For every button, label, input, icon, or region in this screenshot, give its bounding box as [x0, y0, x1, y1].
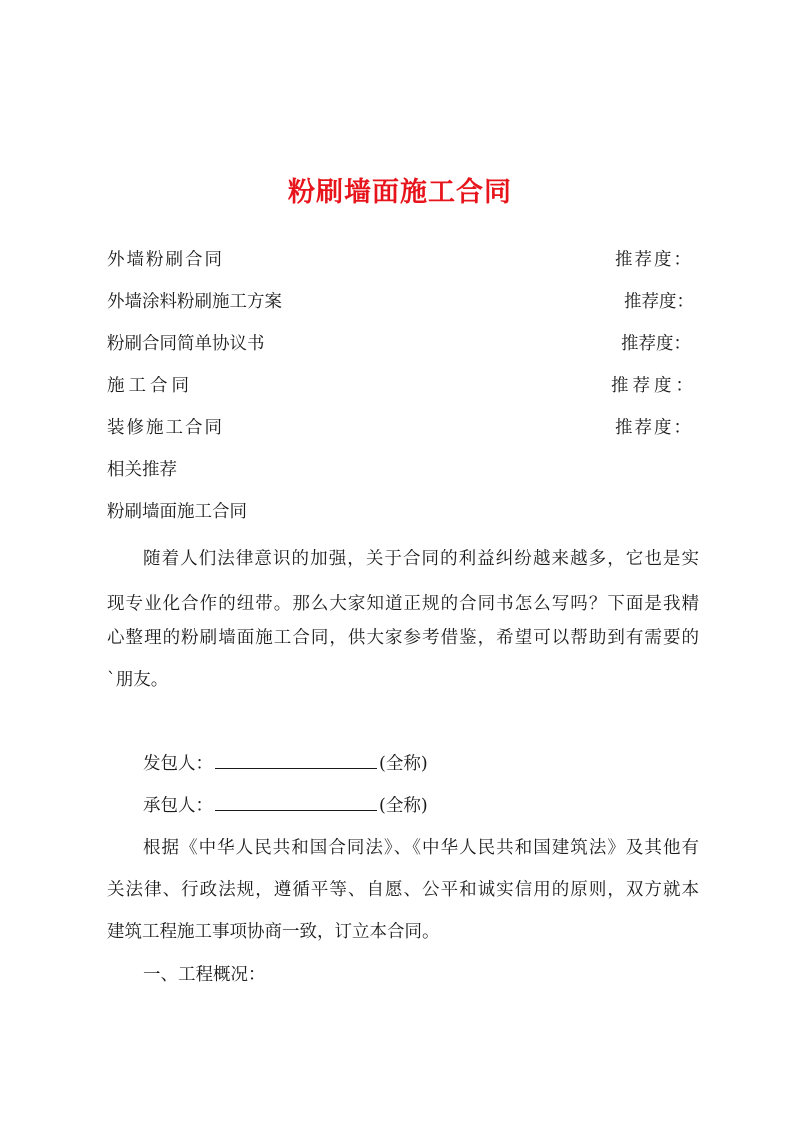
contractor-suffix: (全称): [379, 796, 428, 816]
recommendation-score-label: 推荐度：: [615, 250, 693, 270]
related-heading: 相关推荐: [107, 460, 177, 480]
recommendation-link[interactable]: 施工合同: [107, 376, 193, 396]
employer-suffix: (全称): [379, 754, 428, 774]
intro-line: 心整理的粉刷墙面施工合同，供大家参考借鉴，希望可以帮助到有需要的: [107, 628, 699, 648]
recommendation-score-label: 推荐度：: [624, 292, 694, 312]
document-title: 粉刷墙面施工合同: [288, 177, 512, 208]
employer-label: 发包人：: [143, 754, 213, 774]
recommendation-score-label: 推荐度：: [611, 376, 697, 396]
recommendation-link[interactable]: 粉刷合同简单协议书: [107, 334, 265, 354]
recommendation-score-label: 推荐度：: [615, 418, 693, 438]
recommendation-row[interactable]: [107, 372, 697, 402]
employer-line: [143, 750, 428, 775]
section-heading: 一、工程概况：: [143, 965, 266, 985]
recommendation-link[interactable]: 外墙涂料粉刷施工方案: [107, 292, 282, 312]
intro-line: `朋友。: [107, 670, 169, 690]
recommendation-row[interactable]: [107, 288, 697, 318]
recommendation-row[interactable]: [107, 330, 697, 360]
basis-line: 建筑工程施工事项协商一致，订立本合同。: [107, 922, 440, 942]
recommendation-link[interactable]: 装修施工合同: [107, 418, 224, 438]
basis-line: 根据《中华人民共和国合同法》、《中华人民共和国建筑法》及其他有: [143, 838, 699, 858]
recommendation-row[interactable]: [107, 246, 697, 276]
intro-line: 现专业化合作的纽带。那么大家知道正规的合同书怎么写吗？下面是我精: [107, 594, 699, 614]
document-subtitle[interactable]: 粉刷墙面施工合同: [107, 502, 247, 522]
contractor-line: [143, 792, 428, 817]
basis-line: 关法律、行政法规，遵循平等、自愿、公平和诚实信用的原则，双方就本: [107, 880, 699, 900]
employer-blank-field[interactable]: [215, 750, 377, 769]
contractor-blank-field[interactable]: [215, 792, 377, 811]
recommendation-row[interactable]: [107, 414, 697, 444]
contractor-label: 承包人：: [143, 796, 213, 816]
intro-line: 随着人们法律意识的加强，关于合同的利益纠纷越来越多，它也是实: [143, 549, 699, 569]
recommendation-link[interactable]: 外墙粉刷合同: [107, 250, 224, 270]
recommendation-score-label: 推荐度：: [621, 334, 691, 354]
